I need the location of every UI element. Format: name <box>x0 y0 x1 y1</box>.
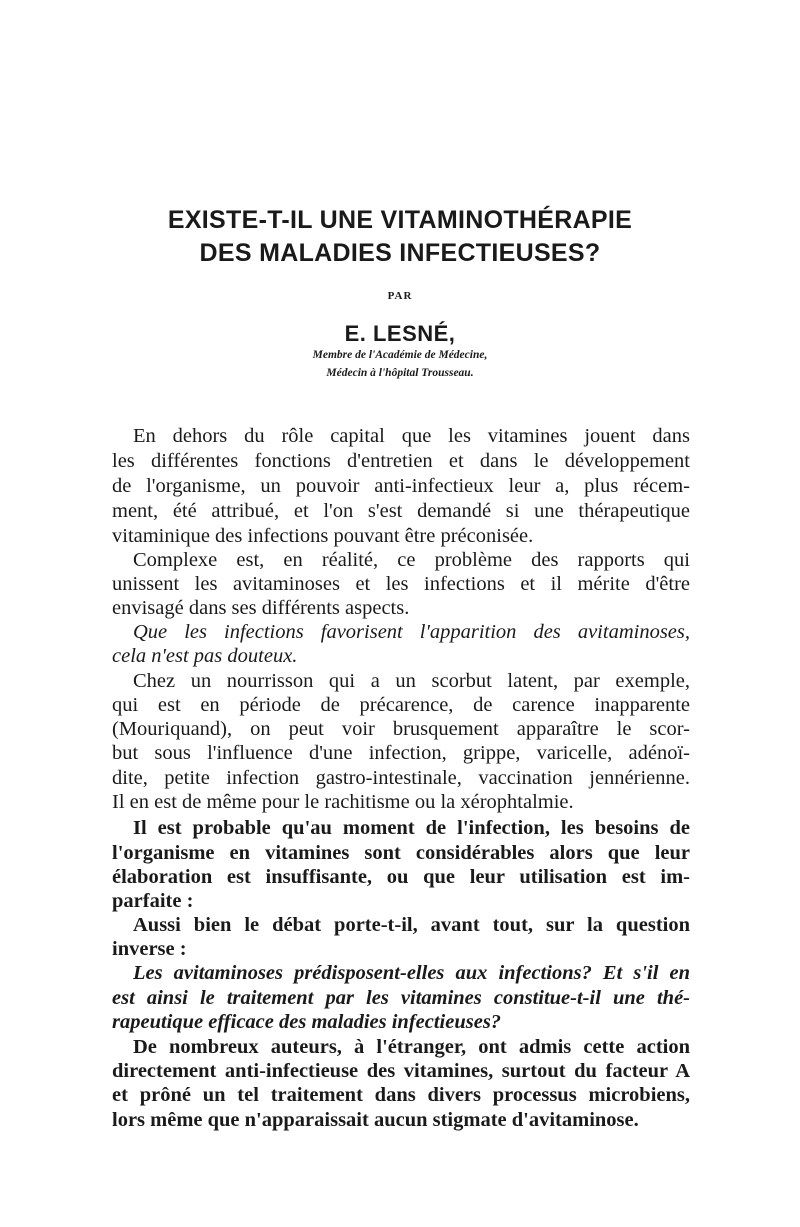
body-line: est ainsi le traitement par les vitamines constitue-t-il une thé- <box>112 987 690 1009</box>
body-line: cela n'est pas douteux. <box>112 645 298 667</box>
article-title-line-1: EXISTE-T-IL UNE VITAMINOTHÉRAPIE <box>167 206 633 234</box>
body-line: lors même que n'apparaissait aucun stigmate d'avitaminose. <box>112 1109 639 1131</box>
body-line: De nombreux auteurs, à l'étranger, ont admis cette action <box>133 1036 690 1058</box>
body-line: (Mouriquand), on peut voir brusquement apparaître le scor- <box>112 718 690 740</box>
body-line: qui est en période de précarence, de carence inapparente <box>112 694 690 716</box>
body-line: envisagé dans ses différents aspects. <box>112 597 410 619</box>
body-line: et prôné un tel traitement dans divers processus microbiens, <box>112 1084 690 1106</box>
by-label: PAR <box>387 290 413 302</box>
body-line: parfaite : <box>112 890 194 912</box>
body-line: Chez un nourrisson qui a un scorbut latent, par exemple, <box>133 670 690 692</box>
body-line: Que les infections favorisent l'apparition des avitaminoses, <box>133 621 690 643</box>
article-title-line-2: DES MALADIES INFECTIEUSES? <box>199 239 601 267</box>
body-line: les différentes fonctions d'entretien et dans le développement <box>112 450 690 472</box>
body-line: vitaminique des infections pouvant être préconisée. <box>112 525 534 547</box>
body-line: Complexe est, en réalité, ce problème des rapports qui <box>133 549 690 571</box>
body-line: ment, été attribué, et l'on s'est demandé si une thérapeutique <box>112 500 690 522</box>
body-line: Les avitaminoses prédisposent-elles aux infections? Et s'il en <box>133 962 690 984</box>
body-line: dite, petite infection gastro-intestinale, vaccination jennérienne. <box>112 767 690 789</box>
body-line: directement anti-infectieuse des vitamines, surtout du facteur A <box>112 1060 690 1082</box>
body-line: Il en est de même pour le rachitisme ou la xérophtalmie. <box>112 791 574 813</box>
body-line: unissent les avitaminoses et les infections et il mérite d'être <box>112 573 690 595</box>
body-line: l'organisme en vitamines sont considérables alors que leur <box>112 842 690 864</box>
body-line: de l'organisme, un pouvoir anti-infectieux leur a, plus récem- <box>112 475 690 497</box>
body-line: rapeutique efficace des maladies infectieuses? <box>112 1011 502 1033</box>
body-line: élaboration est insuffisante, ou que leur utilisation est im- <box>112 866 690 888</box>
body-line: but sous l'influence d'une infection, grippe, varicelle, adénoï- <box>112 742 690 764</box>
body-line: Aussi bien le débat porte-t-il, avant tout, sur la question <box>133 914 690 936</box>
author-affiliation-line-1: Membre de l'Académie de Médecine, <box>312 349 488 361</box>
body-line: En dehors du rôle capital que les vitamines jouent dans <box>133 425 690 447</box>
body-line: Il est probable qu'au moment de l'infection, les besoins de <box>133 817 690 839</box>
author-name: E. LESNÉ, <box>344 321 456 346</box>
author-affiliation-line-2: Médecin à l'hôpital Trousseau. <box>326 367 474 379</box>
body-line: inverse : <box>112 938 187 960</box>
